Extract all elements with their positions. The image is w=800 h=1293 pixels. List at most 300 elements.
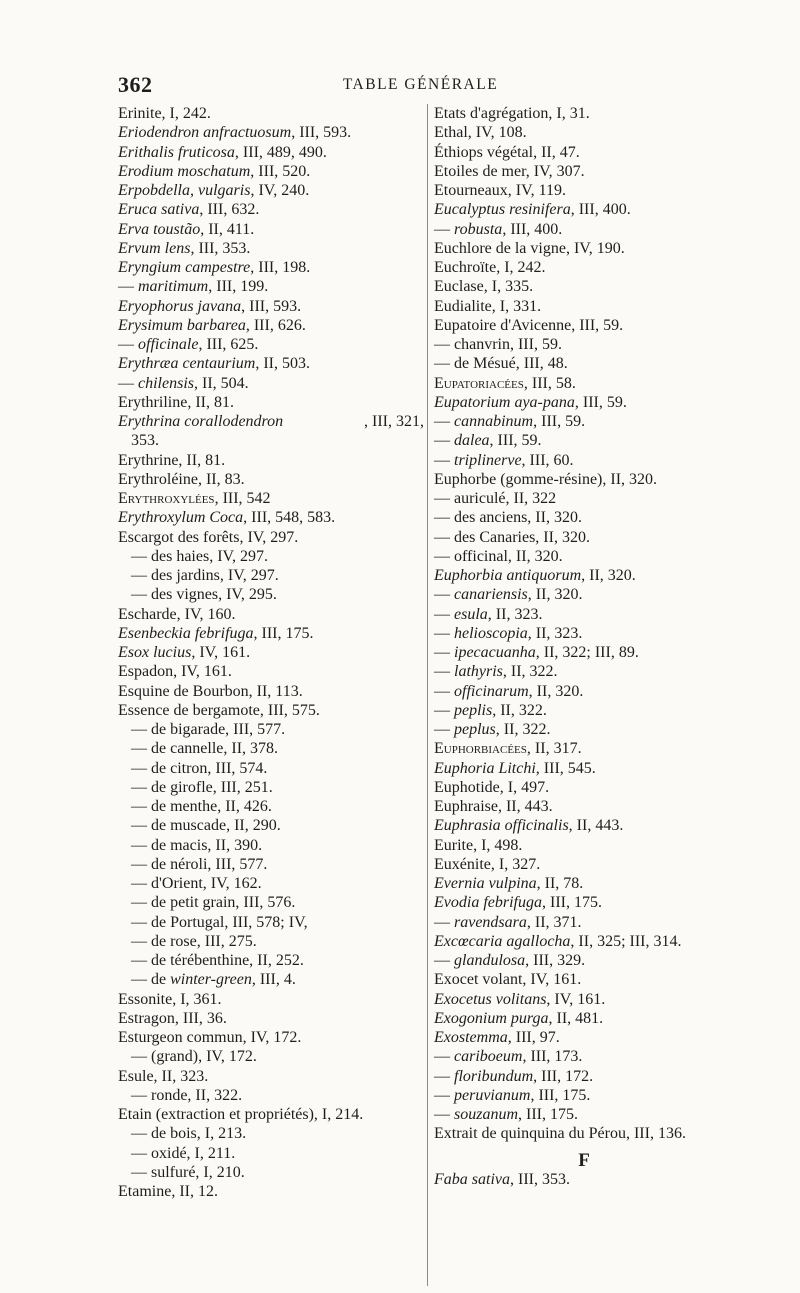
entry-italic-text: Exogonium purga [434, 1009, 549, 1027]
entry-text: Erythriline, II, 81. [118, 393, 234, 411]
entry-text: , III, 173. [522, 1048, 583, 1066]
index-entry [434, 123, 734, 142]
index-entry [118, 836, 424, 855]
entry-text: — [434, 644, 454, 661]
entry-text: — [118, 278, 138, 296]
entry-text: , IV, 240. [250, 182, 310, 199]
index-entry [434, 990, 734, 1009]
entry-text: Etoiles de mer, IV, 307. [434, 162, 585, 180]
entry-text: — [434, 1048, 454, 1066]
index-entry [118, 1009, 424, 1028]
index-entry [434, 643, 734, 662]
entry-text: , II, 443. [568, 817, 624, 835]
entry-text: , II, 325; III, 314. [570, 932, 682, 950]
index-entry [118, 1067, 424, 1086]
entry-text: Essonite, I, 361. [118, 990, 222, 1008]
index-entry [434, 1067, 734, 1086]
entry-text: Euxénite, I, 327. [434, 855, 541, 873]
entry-text: Esule, II, 323. [118, 1067, 209, 1085]
index-entry [118, 104, 424, 123]
entry-text: , III, 545. [535, 759, 596, 777]
entry-text: , II, 323. [487, 605, 543, 623]
entry-text: — de muscade, II, 290. [131, 817, 281, 835]
index-entry [118, 720, 424, 739]
entry-text: — des haies, IV, 297. [131, 547, 269, 565]
entry-smallcaps-text: Eupatoriacées [434, 374, 524, 392]
entry-text: , IV, 161. [191, 644, 251, 661]
entry-italic-text: officinale [138, 336, 199, 353]
entry-italic-text: Euphorbia antiquorum [434, 567, 582, 584]
index-entry [434, 277, 734, 296]
entry-text: , II, 322. [502, 663, 558, 681]
entry-text: , II, 317. [526, 740, 582, 758]
entry-text: , II, 323. [527, 624, 583, 642]
entry-text: Etamine, II, 12. [118, 1183, 218, 1200]
index-entry [434, 970, 734, 989]
index-entry [434, 1170, 734, 1189]
entry-text: Euclase, I, 335. [434, 278, 534, 296]
entry-text: — [434, 663, 454, 681]
index-entry [434, 239, 734, 258]
index-entry [434, 1009, 734, 1028]
entry-text: , III, 542 [214, 490, 271, 507]
entry-text: , II, 320. [527, 586, 583, 604]
entry-text: Esquine de Bourbon, II, 113. [118, 682, 303, 700]
entry-italic-text: Exocetus volitans [434, 990, 547, 1008]
index-entry [434, 720, 734, 739]
index-entry [434, 605, 734, 624]
entry-text: , III, 548, 583. [243, 509, 336, 527]
entry-text: , II, 320. [528, 682, 584, 700]
entry-italic-text: lathyris [454, 663, 503, 681]
index-entry [434, 913, 734, 932]
index-entry [118, 701, 424, 720]
index-entry [434, 816, 734, 835]
entry-text: , III, 632. [199, 201, 260, 219]
index-entry [118, 662, 424, 681]
entry-text: , III, 59. [574, 393, 627, 411]
index-entry [434, 836, 734, 855]
index-entry [434, 759, 734, 778]
entry-italic-text: Eryngium campestre [118, 259, 251, 276]
index-entry [118, 951, 424, 970]
index-entry [118, 643, 424, 662]
index-entry [118, 1105, 424, 1124]
entry-text: — [434, 1106, 454, 1123]
entry-italic-text: Esox lucius [118, 644, 192, 661]
entry-text: , III, 58. [523, 374, 576, 392]
entry-italic-text: Eriodendron anfractuosum [118, 124, 292, 142]
entry-italic-text: robusta [454, 220, 503, 238]
entry-italic-text: winter-green [170, 971, 252, 989]
index-entry [118, 797, 424, 816]
entry-text: Euchlore de la vigne, IV, 190. [434, 239, 625, 257]
entry-text: , II, 371. [526, 913, 582, 931]
entry-text: Eudialite, I, 331. [434, 297, 542, 315]
entry-text: — de Portugal, III, 578; IV, [131, 913, 308, 931]
index-entry [118, 970, 424, 989]
entry-text: Extrait de quinquina du Pérou, III, 136. [434, 1125, 686, 1143]
entry-italic-text: cariboeum [454, 1048, 523, 1066]
entry-italic-text: ipecacuanha [454, 644, 536, 661]
entry-italic-text: Exostemma [434, 1029, 508, 1046]
entry-text: Estragon, III, 36. [118, 1009, 227, 1027]
index-entry [434, 566, 734, 585]
entry-italic-text: peruvianum [454, 1086, 531, 1104]
entry-italic-text: esula [454, 605, 488, 623]
entry-italic-text: Eruca sativa [118, 201, 200, 219]
entry-text: , III, 172. [533, 1067, 594, 1085]
entry-italic-text: maritimum [138, 278, 209, 296]
index-column-left [118, 104, 424, 1201]
index-entry [434, 258, 734, 277]
entry-italic-text: peplus [454, 721, 496, 738]
entry-italic-text: Erithalis fruticosa [118, 143, 235, 161]
running-title: TABLE GÉNÉRALE [342, 76, 499, 93]
entry-italic-text: Evodia febrifuga [434, 894, 542, 912]
index-entry [118, 451, 424, 470]
entry-text: — [434, 721, 454, 738]
index-entry [118, 335, 424, 354]
entry-text: , III, 175. [541, 894, 602, 912]
entry-text: , III, 353. [510, 1170, 570, 1188]
page-number: 362 [118, 72, 153, 97]
index-entry [434, 797, 734, 816]
entry-text: Etats d'agrégation, I, 31. [434, 105, 590, 122]
index-entry [118, 1047, 424, 1066]
index-entry [118, 239, 424, 258]
index-entry [118, 778, 424, 797]
index-entry [434, 624, 734, 643]
entry-italic-text: Euphrasia officinalis [434, 817, 569, 835]
entry-italic-text: souzanum [454, 1106, 519, 1123]
entry-text: , III, 60. [521, 451, 574, 469]
index-entry [434, 893, 734, 912]
entry-italic-text: Erythrina corallodendron [118, 413, 284, 430]
index-entry [434, 297, 734, 316]
entry-text: — [434, 586, 454, 604]
index-entry [434, 778, 734, 797]
entry-text: — de petit grain, III, 576. [131, 894, 296, 912]
index-entry [434, 682, 734, 701]
entry-text: — sulfuré, I, 210. [131, 1163, 245, 1181]
entry-text: Ethal, IV, 108. [434, 124, 527, 142]
entry-italic-text: Erythræa centaurium [118, 355, 256, 373]
entry-italic-text: peplis [454, 701, 493, 719]
index-entry [434, 316, 734, 335]
index-entry [434, 335, 734, 354]
index-entry [118, 489, 424, 508]
entry-text: , IV, 161. [546, 990, 606, 1008]
index-entry [118, 739, 424, 758]
index-entry [118, 566, 424, 585]
entry-text: — des jardins, IV, 297. [131, 567, 279, 584]
entry-text: , III, 520. [250, 162, 311, 180]
page-header [118, 72, 723, 102]
entry-text: — des Canaries, II, 320. [434, 528, 590, 546]
index-entry [118, 585, 424, 604]
entry-text: , II, 504. [194, 374, 249, 392]
index-entry [118, 1182, 424, 1201]
index-entry [118, 143, 424, 162]
entry-text: — [434, 701, 454, 719]
entry-italic-text: ravendsara [454, 913, 527, 931]
entry-text: , III, 353. [190, 239, 251, 257]
index-entry [118, 1028, 424, 1047]
entry-text: , III, 175. [253, 624, 314, 642]
entry-text: , II, 322. [492, 701, 547, 719]
entry-text: — d'Orient, IV, 162. [131, 875, 262, 892]
entry-text: Etourneaux, IV, 119. [434, 182, 566, 199]
entry-text: — [434, 451, 454, 469]
entry-text: — [434, 605, 454, 623]
entry-text: — de Mésué, III, 48. [434, 355, 568, 373]
index-entry [434, 855, 734, 874]
entry-italic-text: Erva toustão [118, 220, 201, 238]
index-entry [118, 1144, 424, 1163]
entry-text: Éthiops végétal, II, 47. [434, 143, 580, 161]
index-entry [434, 1086, 734, 1105]
entry-text: — oxidé, I, 211. [131, 1144, 236, 1162]
entry-text: , II, 503. [255, 355, 310, 373]
index-entry [118, 277, 424, 296]
index-entry [434, 951, 734, 970]
entry-text: , III, 593. [291, 124, 352, 142]
entry-text: Euphorbe (gomme-résine), II, 320. [434, 470, 658, 488]
index-entry [118, 316, 424, 335]
index-entry [118, 258, 424, 277]
index-entry [118, 874, 424, 893]
index-entry [118, 412, 424, 431]
entry-text: , III, 175. [530, 1086, 591, 1104]
entry-italic-text: Evernia vulpina [434, 875, 537, 892]
index-entry [118, 682, 424, 701]
entry-italic-text: dalea [454, 432, 490, 450]
entry-italic-text: Eryophorus javana [118, 297, 242, 315]
entry-text: , II, 320. [581, 567, 636, 584]
index-entry [118, 123, 424, 142]
index-entry [118, 759, 424, 778]
entry-text: , III, 97. [507, 1029, 560, 1046]
entry-text: 353. [131, 432, 159, 450]
index-entry [118, 913, 424, 932]
index-entry [434, 1028, 734, 1047]
index-entry [118, 470, 424, 489]
index-entry [434, 508, 734, 527]
entry-text: Erythrine, II, 81. [118, 451, 226, 469]
entry-text: — des anciens, II, 320. [434, 509, 582, 527]
entry-text: , III, 400. [570, 201, 631, 219]
entry-text: — de rose, III, 275. [131, 932, 257, 950]
entry-text: Eurite, I, 498. [434, 836, 523, 854]
index-entry [118, 1086, 424, 1105]
entry-text: — de girofle, III, 251. [131, 778, 273, 796]
index-entry [434, 739, 734, 758]
entry-text: — de térébenthine, II, 252. [131, 952, 304, 969]
entry-text: Eupatoire d'Avicenne, III, 59. [434, 316, 624, 334]
entry-text: — des vignes, IV, 295. [131, 586, 277, 604]
index-entry [434, 585, 734, 604]
entry-text: — [434, 682, 454, 700]
index-entry [118, 354, 424, 373]
entry-italic-text: Esenbeckia febrifuga [118, 624, 254, 642]
index-entry [434, 470, 734, 489]
index-entry [118, 374, 424, 393]
index-entry [434, 162, 734, 181]
entry-smallcaps-text: Erythroxylées [118, 490, 215, 507]
index-entry [434, 1124, 734, 1143]
index-entry [118, 932, 424, 951]
index-entry [434, 200, 734, 219]
entry-text: , III, 175. [518, 1106, 578, 1123]
entry-italic-text: triplinerve [454, 451, 522, 469]
entry-text: Espadon, IV, 161. [118, 663, 232, 681]
entry-text: , II, 322; III, 89. [535, 644, 639, 661]
entry-italic-text: Euphoria Litchi [434, 759, 536, 777]
index-entry [118, 1124, 424, 1143]
entry-text: Euphotide, I, 497. [434, 778, 550, 796]
entry-text: , III, 329. [525, 952, 586, 969]
entry-text: F [578, 1149, 590, 1171]
index-entry [434, 220, 734, 239]
index-entry [118, 528, 424, 547]
entry-text: , III, 4. [251, 971, 296, 989]
entry-text: Essence de bergamote, III, 575. [118, 701, 320, 719]
index-entry [118, 181, 424, 200]
entry-text: — de bigarade, III, 577. [131, 721, 286, 738]
index-entry [434, 528, 734, 547]
entry-text: , II, 322. [495, 721, 551, 738]
entry-text: , III, 489, 490. [234, 143, 327, 161]
entry-text: , III, 198. [250, 259, 311, 276]
index-entry [118, 162, 424, 181]
entry-text: , II, 411. [200, 220, 255, 238]
index-entry [118, 220, 424, 239]
entry-text: Euphraise, II, 443. [434, 798, 553, 815]
index-entry [434, 1105, 734, 1124]
entry-italic-text: chilensis [138, 374, 194, 392]
index-entry [118, 990, 424, 1009]
entry-italic-text: Erpobdella, vulgaris [118, 182, 251, 199]
index-entry [434, 701, 734, 720]
index-entry [434, 1047, 734, 1066]
entry-text: — [434, 1067, 454, 1085]
entry-text: Esturgeon commun, IV, 172. [118, 1029, 302, 1046]
entry-italic-text: Ervum lens [118, 239, 191, 257]
index-entry [118, 855, 424, 874]
index-entry [434, 662, 734, 681]
entry-italic-text: Eucalyptus resinifera [434, 201, 571, 219]
entry-italic-text: floribundum [454, 1067, 534, 1085]
entry-text: Exocet volant, IV, 161. [434, 971, 582, 989]
entry-text: — de macis, II, 390. [131, 836, 263, 854]
entry-italic-text: Eupatorium aya-pana [434, 393, 575, 411]
entry-text: — ronde, II, 322. [131, 1086, 243, 1104]
index-entry [434, 412, 734, 431]
index-entry [118, 297, 424, 316]
entry-text: — [434, 913, 454, 931]
index-entry [434, 874, 734, 893]
entry-text: , III, 593. [241, 297, 302, 315]
index-entry [118, 200, 424, 219]
entry-text: , III, 321, [364, 413, 424, 430]
entry-italic-text: Erythroxylum Coca [118, 509, 244, 527]
entry-text: — de menthe, II, 426. [131, 798, 272, 815]
entry-italic-text: Erysimum barbarea [118, 316, 246, 334]
index-entry [434, 932, 734, 951]
entry-text: — de citron, III, 574. [131, 759, 268, 777]
index-entry [118, 508, 424, 527]
index-entry [118, 547, 424, 566]
entry-text: — (grand), IV, 172. [131, 1048, 257, 1066]
index-entry [118, 1163, 424, 1182]
entry-text: Euchroïte, I, 242. [434, 259, 546, 276]
entry-text: , III, 199. [208, 278, 269, 296]
section-letter-heading [434, 1144, 734, 1170]
entry-italic-text: glandulosa [454, 952, 526, 969]
entry-italic-text: Faba sativa [434, 1170, 510, 1188]
index-entry [434, 393, 734, 412]
entry-text: Erinite, I, 242. [118, 105, 211, 122]
index-entry [434, 354, 734, 373]
entry-italic-text: Excœcaria agallocha [434, 932, 571, 950]
entry-text: — [434, 624, 454, 642]
index-entry [118, 393, 424, 412]
entry-italic-text: canariensis [454, 586, 528, 604]
entry-text: , II, 481. [548, 1009, 604, 1027]
index-column-right [434, 104, 734, 1189]
index-entry [434, 181, 734, 200]
entry-text: — [434, 413, 454, 430]
entry-text: — [118, 336, 138, 353]
entry-text: — [434, 952, 454, 969]
column-divider [427, 104, 428, 1286]
index-entry [118, 624, 424, 643]
entry-text: — [434, 220, 454, 238]
entry-text: Erythroléine, II, 83. [118, 470, 245, 488]
entry-text: — [118, 374, 138, 392]
entry-text: , III, 59. [489, 432, 542, 450]
entry-text: — [434, 1086, 454, 1104]
entry-text: — de [131, 971, 171, 989]
index-entry [434, 547, 734, 566]
entry-text: — de néroli, III, 577. [131, 855, 268, 873]
entry-italic-text: cannabinum [454, 413, 534, 430]
entry-text: , III, 625. [198, 336, 259, 353]
index-entry [434, 431, 734, 450]
entry-text: , III, 626. [245, 316, 306, 334]
entry-text: — de cannelle, II, 378. [131, 740, 279, 758]
index-entry [118, 893, 424, 912]
entry-text: Escharde, IV, 160. [118, 605, 236, 623]
entry-text: — [434, 432, 454, 450]
entry-smallcaps-text: Euphorbiacées [434, 740, 527, 758]
entry-text: Escargot des forêts, IV, 297. [118, 528, 299, 546]
entry-italic-text: Erodium moschatum [118, 162, 251, 180]
entry-text: , III, 59. [533, 413, 586, 430]
index-entry [118, 816, 424, 835]
index-entry [434, 374, 734, 393]
entry-text: Etain (extraction et propriétés), I, 214. [118, 1106, 364, 1123]
entry-text: — auriculé, II, 322 [434, 490, 557, 507]
entry-text: — chanvrin, III, 59. [434, 336, 562, 353]
entry-text: — de bois, I, 213. [131, 1125, 247, 1143]
index-entry [434, 143, 734, 162]
index-entry [434, 104, 734, 123]
entry-text: , III, 400. [502, 220, 563, 238]
entry-text: , II, 78. [536, 875, 584, 892]
index-entry [118, 431, 424, 450]
